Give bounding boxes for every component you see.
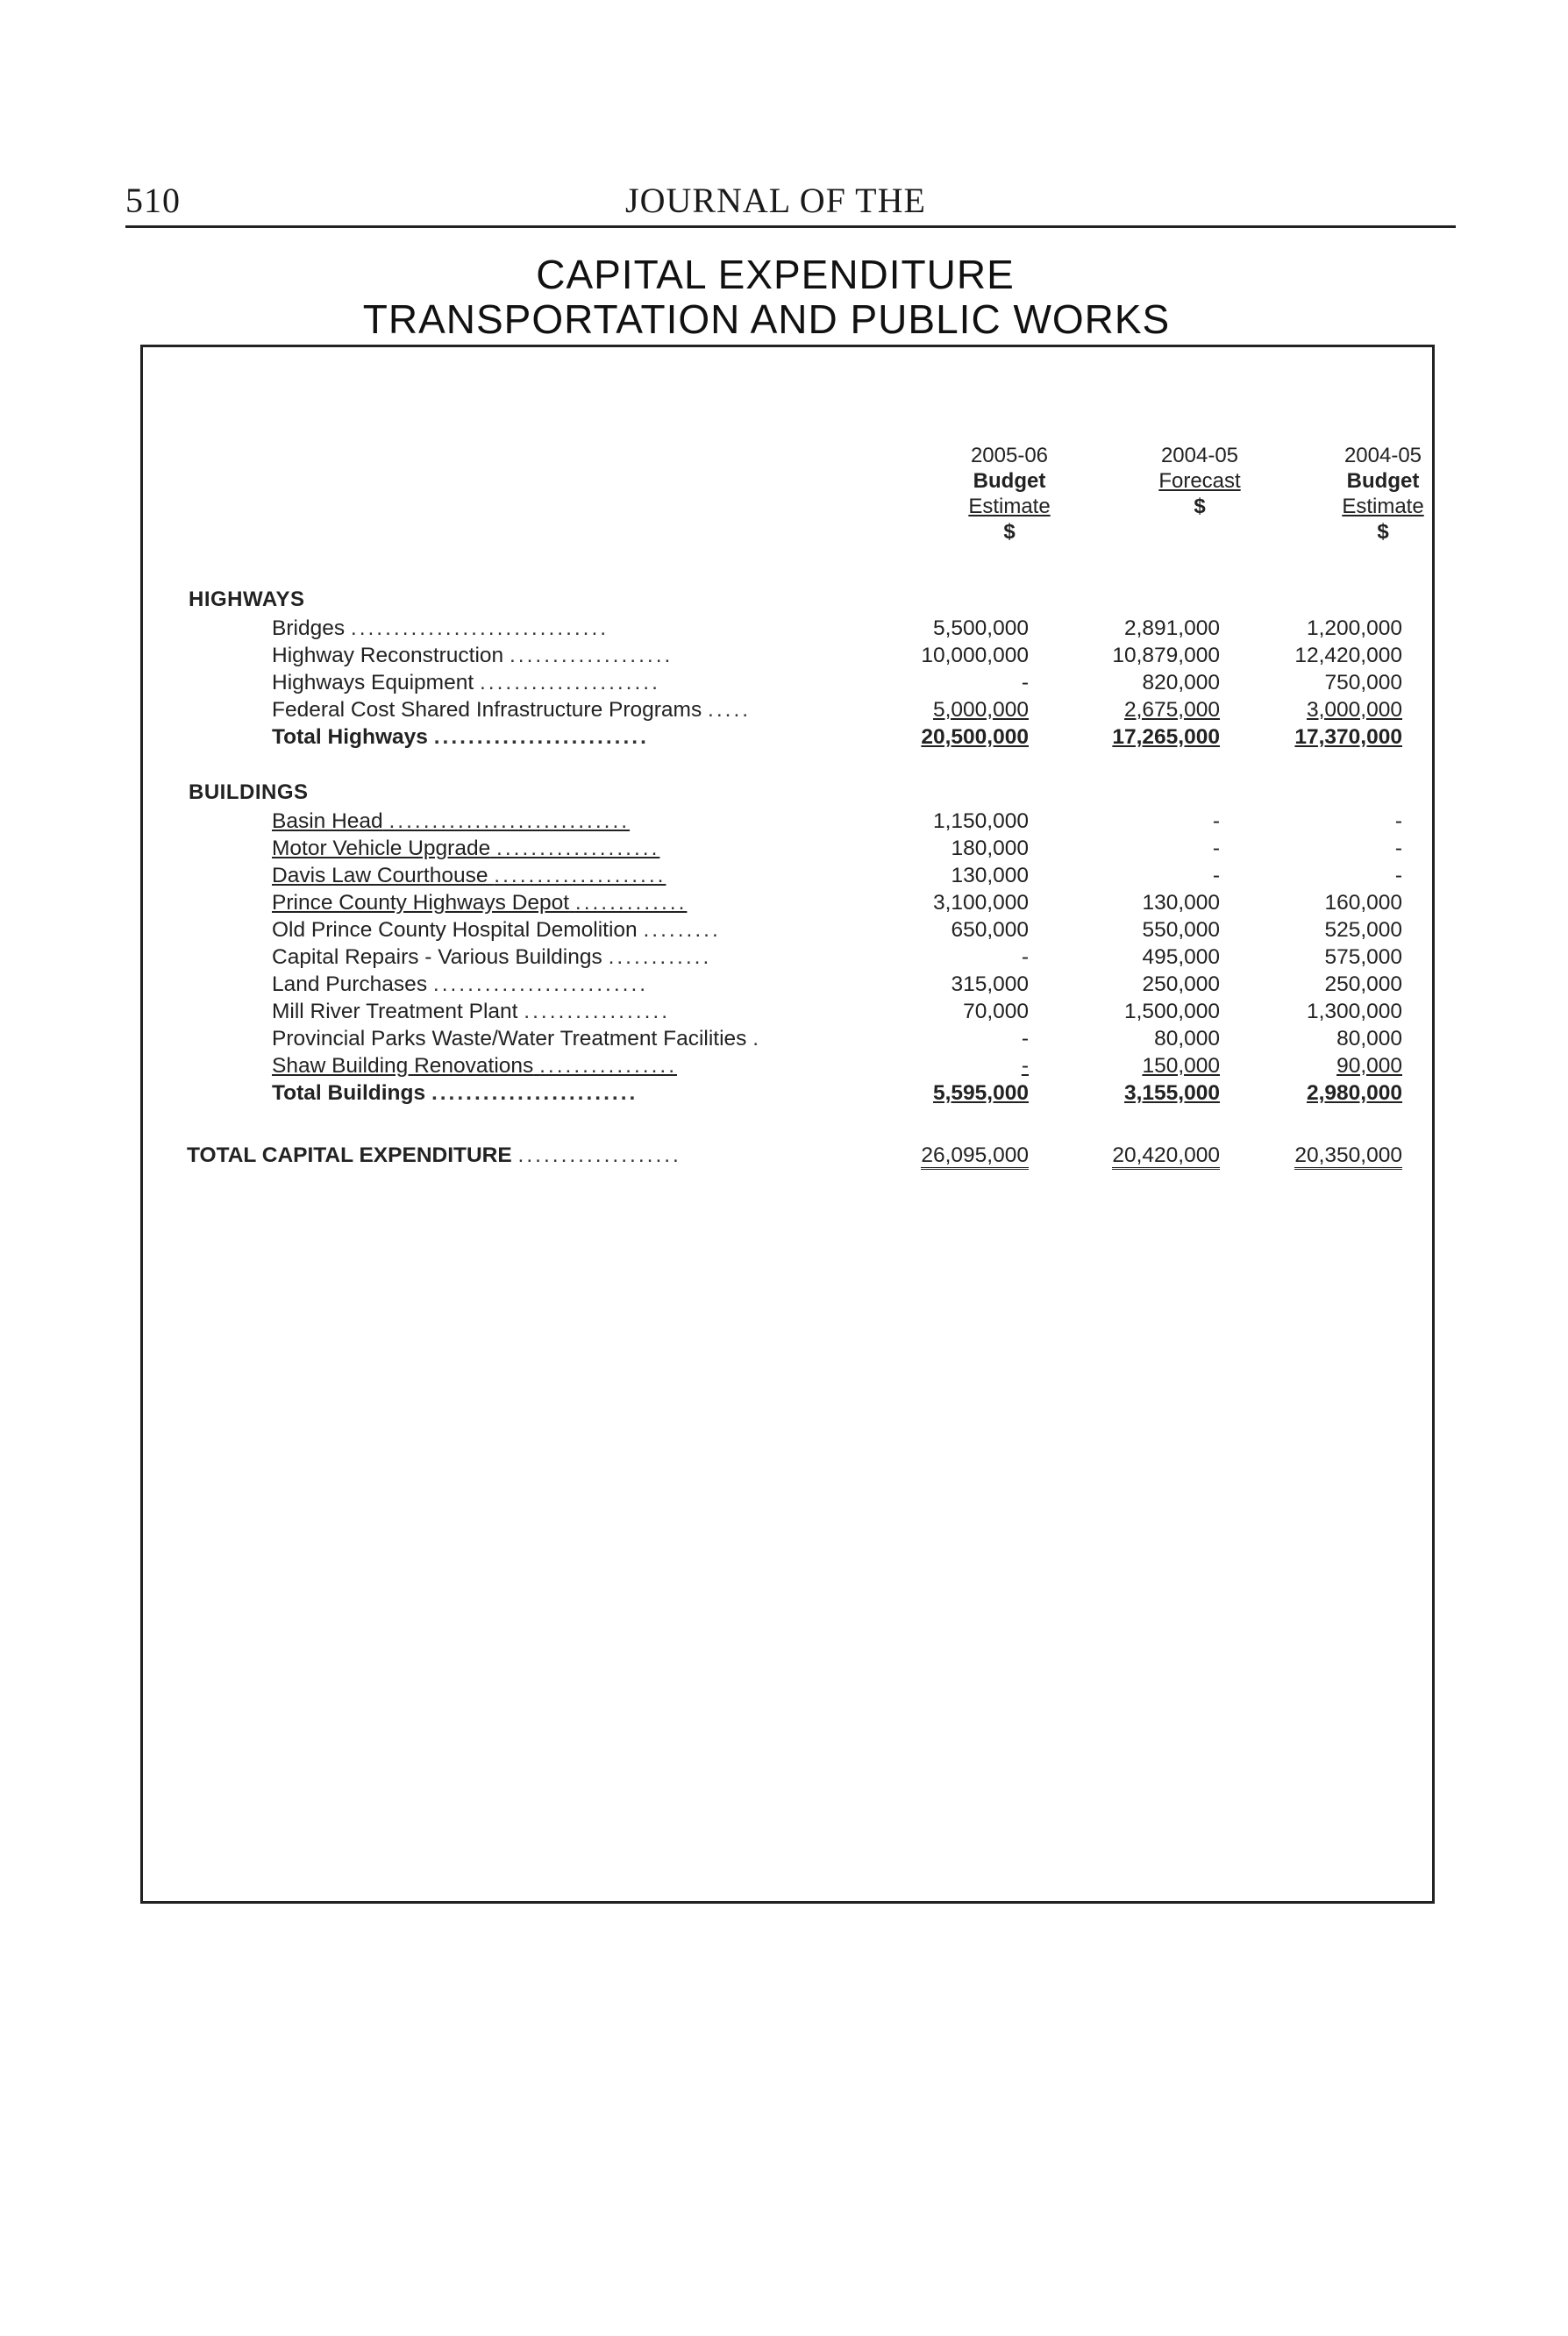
section-heading-buildings: BUILDINGS [189,780,309,804]
table-row: Mill River Treatment Plant ................. 70,000 1,500,000 1,300,000 [272,1000,1402,1023]
table-row-total-buildings: Total Buildings ........................ 5,595,000 3,155,000 2,980,000 [272,1081,1402,1105]
table-row: Davis Law Courthouse .................... 130,000 - - [272,864,1402,887]
table-row: Provincial Parks Waste/Water Treatment Facilities . - 80,000 80,000 [272,1027,1402,1050]
column-header-2004-05-forecast: 2004-05 Forecast $ [1158,444,1241,518]
running-header [125,180,1456,225]
table-row: Prince County Highways Depot ............. 3,100,000 130,000 160,000 [272,891,1402,915]
header-rule [125,225,1456,228]
table-row: Basin Head ............................ 1,150,000 - - [272,809,1402,833]
journal-title: JOURNAL OF THE [625,181,926,220]
table-row-total-highways: Total Highways ......................... 20,500,000 17,265,000 17,370,000 [272,725,1402,749]
table-row: Bridges .............................. 5,500,000 2,891,000 1,200,000 [272,616,1402,640]
table-row: Shaw Building Renovations ................ - 150,000 90,000 [272,1054,1402,1078]
column-header-2005-06-budget: 2005-06 Budget Estimate $ [968,444,1051,544]
section-heading-highways: HIGHWAYS [189,588,305,611]
page-number: 510 [125,181,181,220]
table-row-total-capital-expenditure: TOTAL CAPITAL EXPENDITURE ................... 26,095,000 20,420,000 20,350,000 [187,1142,1397,1169]
column-header-2004-05-budget: 2004-05 Budget Estimate $ [1342,444,1424,544]
table-row: Federal Cost Shared Infrastructure Programs ..... 5,000,000 2,675,000 3,000,000 [272,698,1402,722]
page-title-line2: TRANSPORTATION AND PUBLIC WORKS [362,296,1171,342]
table-row: Capital Repairs - Various Buildings ............ - 495,000 575,000 [272,945,1402,969]
table-row: Highways Equipment ..................... - 820,000 750,000 [272,671,1402,694]
page-title-line1: CAPITAL EXPENDITURE [536,252,1015,297]
table-row: Highway Reconstruction ................... 10,000,000 10,879,000 12,420,000 [272,644,1402,667]
table-row: Land Purchases ......................... 315,000 250,000 250,000 [272,972,1402,996]
table-row: Motor Vehicle Upgrade ................... 180,000 - - [272,837,1402,860]
table-row: Old Prince County Hospital Demolition ......... 650,000 550,000 525,000 [272,918,1402,942]
table-frame [140,345,1435,1904]
